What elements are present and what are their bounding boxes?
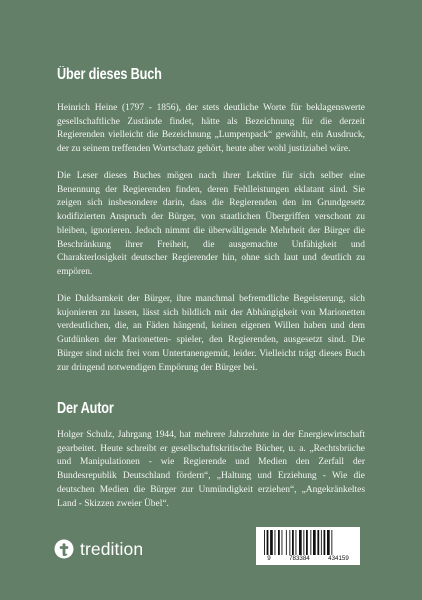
isbn-barcode <box>256 527 360 565</box>
about-book-heading: Über dieses Buch <box>57 66 162 83</box>
tredition-logo-icon <box>54 539 74 559</box>
author-paragraph <box>57 429 365 511</box>
about-paragraph-2-text: Die Leser dieses Buches mögen nach ihrer Lektüre für sich selber eine Benennung der Regierenden finden, deren Fehlleistungen eklatant sind. Sie zeigen sich insbesondere darin, dass die Regierenden den im Grundgesetz kodifizierten Anspruch der Bürger, von staatlichen Übergriffen verschont zu bleiben, ignorieren. Jedoch nimmt die überwältigende Mehrheit der Bürger die Beschränkung ihrer Freiheit, die ausgemachte Unfähigkeit und Charakterlosigkeit deutscher Regierender hin, ohne sich laut und deutlich zu empören. <box>57 171 365 277</box>
author-heading: Der Autor <box>57 400 114 417</box>
about-paragraph-2 <box>57 170 365 280</box>
isbn-digit-prefix: 9 <box>267 555 271 562</box>
about-paragraph-3 <box>57 293 365 375</box>
about-paragraph-1-text: Heinrich Heine (1797 - 1856), der stets deutliche Worte für beklagenswerte gesellschaftliche Zustände findet, hätte als Bezeichnung für die derzeit Regierenden vielleicht die Bezeichnung „Lumpenpack“ gewählt, ein Ausdruck, der zu seinem treffenden Wortschatz gehört, heute aber wohl justiziabel wäre. <box>57 103 365 155</box>
publisher-name: tredition <box>80 538 144 559</box>
isbn-digits <box>256 555 360 562</box>
about-paragraph-3-text: Die Duldsamkeit der Bürger, ihre manchmal befremdliche Begeisterung, sich kujonieren zu lassen, lässt sich bildlich mit der Abhängigkeit von Marionetten verdeutlichen, die, an Fäden hängend, keinen eigenen Willen haben und dem Gutdünken der Marionetten- spieler, den Regierenden, ausgesetzt sind. Die Bürger sind nicht frei vom Untertanengemüt, leider. Vielleicht trägt dieses Buch zur dringend notwendigen Empörung der Bürger bei. <box>57 294 365 373</box>
isbn-digits-right: 434159 <box>328 555 349 562</box>
isbn-digits-left: 783384 <box>289 555 310 562</box>
about-paragraph-1 <box>57 102 365 157</box>
author-paragraph-text: Holger Schulz, Jahrgang 1944, hat mehrere Jahrzehnte in der Energiewirtschaft gearbeitet. Heute schreibt er gesellschaftskritische Bücher, u. a. „Rechtsbrüche und Manipulationen - wie Regierende und Medien den Zerfall der Bundesrepublik Deutschland fördern“, „Haltung und Erziehung - Wie die deutschen Medien die Bürger zur Unmündigkeit erziehen“, „Angekränkeltes Land - Skizzen zweier Übel“. <box>57 430 365 509</box>
barcode-bars <box>263 530 353 555</box>
publisher-logo <box>54 537 143 561</box>
